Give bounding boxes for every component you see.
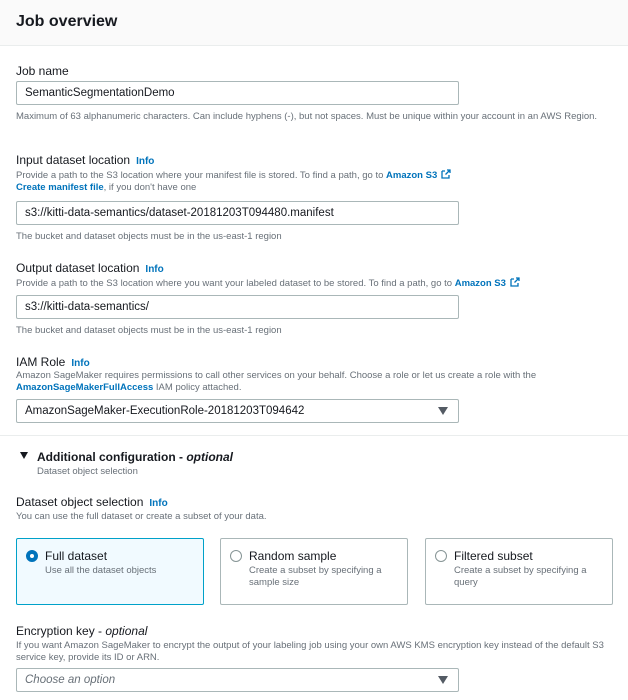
- input-location-hint: The bucket and dataset objects must be in the us-east-1 region: [16, 231, 282, 242]
- iam-role-label: IAM Role Info: [16, 355, 90, 369]
- tile-desc: Create a subset by specifying a query: [454, 565, 587, 588]
- additional-config-toggle[interactable]: Additional configuration - optional: [37, 450, 233, 464]
- input-location-desc: Provide a path to the S3 location where your manifest file is stored. To find a path, go to Amazon S3 Create manifest file, if you don't have one: [16, 169, 606, 194]
- page-title: Job overview: [16, 13, 118, 30]
- iam-role-info-link[interactable]: Info: [71, 358, 90, 369]
- output-s3-link[interactable]: Amazon S3: [454, 278, 506, 289]
- selection-label: Dataset object selection Info: [16, 495, 168, 509]
- output-location-hint: The bucket and dataset objects must be in the us-east-1 region: [16, 325, 282, 336]
- radio-filtered-subset[interactable]: [435, 550, 447, 562]
- job-name-input[interactable]: SemanticSegmentationDemo: [16, 81, 459, 105]
- tile-full-dataset[interactable]: [16, 538, 204, 605]
- tile-title: Filtered subset: [454, 549, 533, 563]
- external-link-icon[interactable]: [441, 169, 451, 179]
- tile-filtered-subset[interactable]: [425, 538, 613, 605]
- tile-title: Random sample: [249, 549, 337, 563]
- job-name-label: Job name: [16, 64, 69, 78]
- external-link-icon[interactable]: [510, 277, 520, 287]
- input-s3-link[interactable]: Amazon S3: [386, 170, 438, 181]
- tile-desc: Create a subset by specifying a sample size: [249, 565, 382, 588]
- radio-random-sample[interactable]: [230, 550, 242, 562]
- job-name-hint: Maximum of 63 alphanumeric characters. Can include hyphens (-), but not spaces. Must be unique within your account in an AWS Region.: [16, 111, 598, 122]
- input-location-label: Input dataset location Info: [16, 153, 155, 167]
- input-location-input[interactable]: s3://kitti-data-semantics/dataset-20181203T094480.manifest: [16, 201, 459, 225]
- expand-caret-icon[interactable]: [20, 452, 28, 459]
- selection-info-link[interactable]: Info: [149, 498, 168, 509]
- tile-title: Full dataset: [45, 549, 108, 563]
- encryption-desc: If you want Amazon SageMaker to encrypt the output of your labeling job using your own AWS KMS encryption key instead of the default S3 service key, provide its ID or ARN.: [16, 640, 604, 663]
- additional-config-subtitle: Dataset object selection: [37, 466, 138, 477]
- radio-full-dataset[interactable]: [26, 550, 38, 562]
- tile-random-sample[interactable]: [220, 538, 408, 605]
- page-header: [0, 0, 628, 46]
- policy-link[interactable]: AmazonSageMakerFullAccess: [16, 382, 154, 393]
- dropdown-caret-icon: [438, 676, 448, 684]
- iam-role-select[interactable]: AmazonSageMaker-ExecutionRole-20181203T094642: [16, 399, 459, 423]
- encryption-key-select[interactable]: Choose an option: [16, 668, 459, 692]
- iam-role-desc: Amazon SageMaker requires permissions to call other services on your behalf. Choose a role or let us create a role with the AmazonSageMakerFullAccess IAM policy attached.: [16, 370, 537, 393]
- section-divider: [0, 435, 628, 436]
- create-manifest-link[interactable]: Create manifest file: [16, 182, 104, 193]
- output-location-input[interactable]: s3://kitti-data-semantics/: [16, 295, 459, 319]
- input-location-info-link[interactable]: Info: [136, 156, 155, 167]
- output-location-desc: Provide a path to the S3 location where you want your labeled dataset to be stored. To find a path, go to Amazon S3: [16, 277, 606, 290]
- output-location-label: Output dataset location Info: [16, 261, 164, 275]
- output-location-info-link[interactable]: Info: [145, 264, 164, 275]
- dropdown-caret-icon: [438, 407, 448, 415]
- selection-desc: You can use the full dataset or create a subset of your data.: [16, 511, 267, 522]
- tile-desc: Use all the dataset objects: [45, 565, 157, 576]
- encryption-label: Encryption key - optional: [16, 624, 148, 638]
